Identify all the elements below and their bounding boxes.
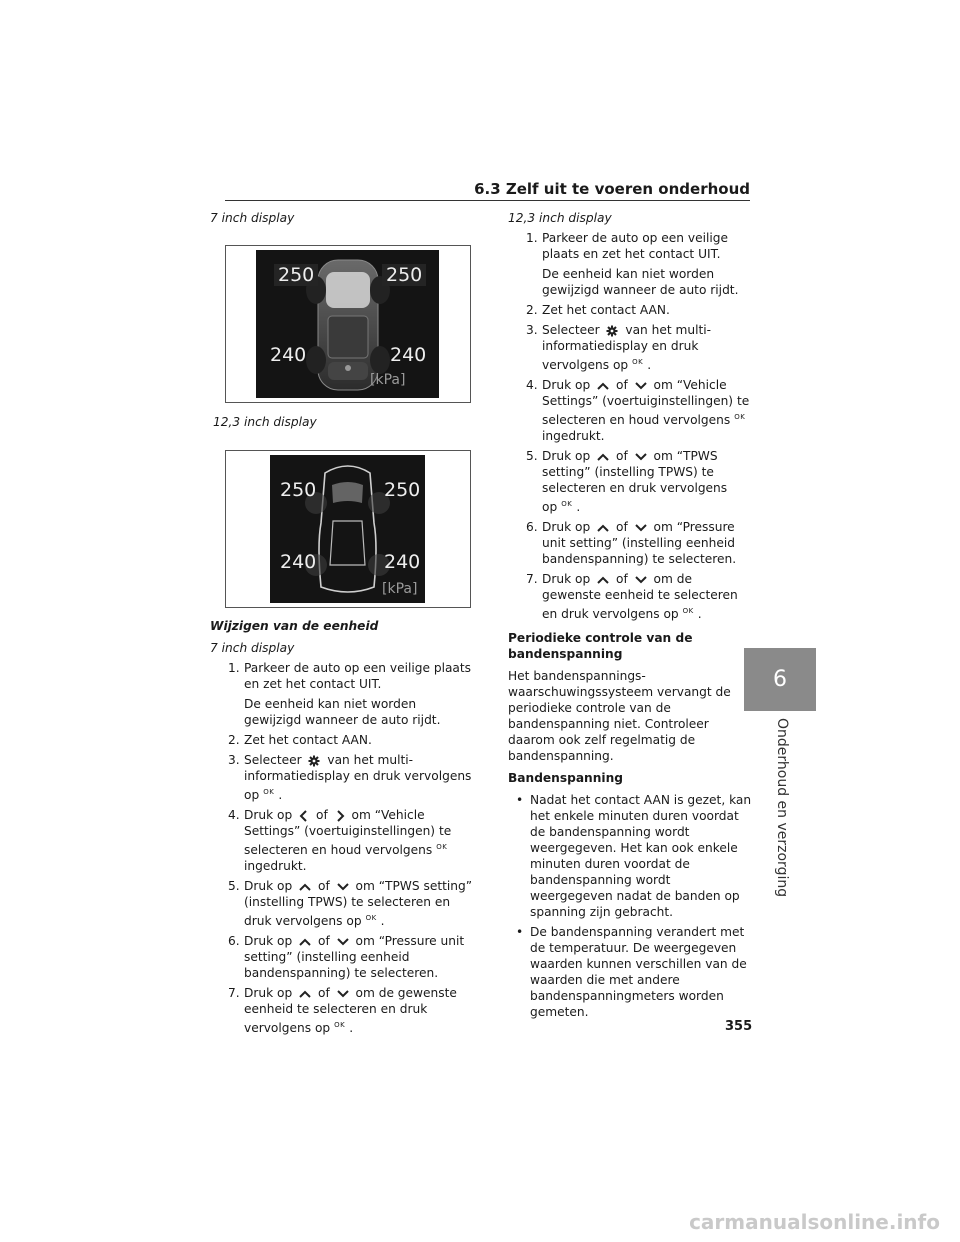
step-2 [508, 302, 752, 318]
step-text: of [316, 808, 328, 823]
header-rule [225, 200, 750, 201]
chevron-down-icon [635, 523, 647, 533]
step-text: Druk op [542, 449, 591, 464]
step-3 [508, 322, 752, 373]
step-text: Druk op [542, 520, 591, 535]
periodic-check-text: Het bandenspannings-waarschuwingssysteem vervangt de periodieke controle van de bandenspanning niet. Controleer daarom ook zelf regelmatig de bandenspanning. [508, 669, 731, 764]
gear-icon [308, 755, 320, 767]
step-text: Parkeer de auto op een veilige plaats en zet het contact UIT. [244, 661, 472, 691]
step-text: Druk op [244, 934, 293, 949]
ok-icon: OK [334, 1021, 346, 1030]
section-header: 6.3 Zelf uit te voeren onderhoud [474, 180, 750, 198]
step-text: om de gewenste eenheid te selecteren en druk vervolgens op [542, 572, 738, 622]
step-4 [210, 807, 475, 874]
chevron-up-icon [597, 523, 609, 533]
ok-icon: OK [263, 788, 275, 796]
step-2 [210, 732, 475, 748]
step-text: . [278, 788, 283, 803]
subsection-12inch: 12,3 inch display [508, 211, 612, 225]
step-5 [210, 878, 475, 929]
ok-icon: OK [632, 358, 644, 366]
step-text: of [616, 378, 628, 393]
step-number: 5. [526, 449, 538, 464]
step-text: om “TPWS setting” (instelling TPWS) te selecteren en druk vervolgens op [542, 449, 728, 515]
gear-icon [606, 325, 618, 337]
step-4 [508, 377, 752, 444]
bullet-mark: • [516, 793, 524, 808]
step-text: Parkeer de auto op een veilige plaats en zet het contact UIT. [542, 231, 728, 261]
chevron-up-icon [597, 575, 609, 585]
figure-12inch [225, 450, 471, 608]
step-text: Selecteer [244, 753, 302, 767]
step-number: 1. [526, 231, 538, 245]
chevron-up-icon [299, 882, 311, 892]
step-text: van het multi-informatiedisplay en druk vervolgens op [542, 323, 712, 373]
ok-icon: OK [561, 500, 573, 509]
step-text: Druk op [542, 572, 591, 587]
tire-pressure-fr: 250 [384, 479, 421, 501]
tpms-screen-7inch [256, 250, 439, 398]
step-text: of [616, 520, 628, 535]
bullet-text: Nadat het contact AAN is gezet, kan het enkele minuten duren voordat de bandenspanning wordt weergegeven. Het kan ook enkele minuten duren voordat de bandenspanning wordt weergegeven nadat de banden op spanning zijn gebracht. [530, 793, 752, 920]
step-number: 3. [526, 323, 538, 337]
fig1-caption: 7 inch display [210, 211, 295, 225]
bullet-mark: • [516, 925, 524, 940]
step-note: De eenheid kan niet worden gewijzigd wanneer de auto rijdt. [244, 697, 441, 727]
step-text: om “Vehicle Settings” (voertuiginstellingen) te selecteren en houd vervolgens [542, 378, 750, 428]
bullet-item-2 [508, 924, 752, 1020]
step-text: Druk op [244, 986, 293, 1001]
chapter-tab[interactable]: 6 [744, 648, 816, 711]
subsection-7inch: 7 inch display [210, 641, 295, 655]
chevron-down-icon [635, 575, 647, 585]
step-text: om “Pressure unit setting” (instelling eenheid bandenspanning) te selecteren. [244, 934, 465, 981]
step-number: 2. [228, 733, 240, 747]
step-text: Selecteer [542, 323, 600, 337]
step-text: of [616, 572, 628, 587]
ok-icon: OK [436, 843, 448, 852]
fig2-caption: 12,3 inch display [213, 415, 317, 429]
step-number: 1. [228, 661, 240, 675]
periodic-check-title: Periodieke controle van de bandenspanning [508, 631, 693, 662]
chevron-down-icon [635, 381, 647, 391]
step-text: . [380, 914, 385, 929]
step-text: . [576, 500, 581, 515]
watermark: carmanualsonline.info [689, 1210, 940, 1234]
step-6 [210, 933, 475, 981]
tire-pressure-rr: 240 [384, 551, 421, 573]
step-5 [508, 448, 752, 515]
step-text: . [647, 358, 652, 373]
chevron-up-icon [299, 989, 311, 999]
chevron-up-icon [299, 937, 311, 947]
ok-icon: OK [365, 914, 377, 923]
page-number: 355 [725, 1019, 753, 1034]
pressure-unit: [kPa] [382, 581, 418, 597]
chapter-side-text: Onderhoud en verzorging [774, 718, 790, 898]
right-column [508, 210, 752, 1024]
section-title: Wijzigen van de eenheid [210, 619, 379, 633]
tire-pressure-fr: 250 [382, 264, 426, 286]
step-1 [210, 660, 475, 728]
tire-pressure-rl: 240 [280, 551, 317, 573]
step-number: 3. [228, 753, 240, 767]
step-text: . [349, 1021, 354, 1036]
chevron-down-icon [337, 882, 349, 892]
left-steps [210, 618, 475, 1040]
step-number: 6. [526, 520, 538, 535]
chapter-side-label [752, 718, 812, 918]
step-text: ingedrukt. [542, 429, 605, 444]
step-3 [210, 752, 475, 803]
step-number: 2. [526, 303, 538, 317]
tire-pressure-fl: 250 [274, 264, 318, 286]
step-text: Zet het contact AAN. [542, 303, 670, 317]
step-text: Druk op [244, 808, 293, 823]
step-number: 4. [228, 808, 240, 823]
step-1 [508, 230, 752, 298]
chevron-down-icon [337, 937, 349, 947]
tire-pressure-fl: 250 [280, 479, 317, 501]
chevron-down-icon [635, 452, 647, 462]
step-text: . [697, 607, 702, 622]
tpms-screen-12inch [270, 455, 425, 603]
pressure-unit: [kPa] [370, 372, 406, 388]
left-column [210, 210, 472, 230]
step-number: 7. [526, 572, 538, 587]
tire-pressure-title: Bandenspanning [508, 771, 623, 786]
step-text: om de gewenste eenheid te selecteren en druk vervolgens op [244, 986, 457, 1036]
step-7 [508, 571, 752, 622]
step-number: 7. [228, 986, 240, 1001]
step-text: of [318, 934, 330, 949]
chevron-up-icon [597, 381, 609, 391]
step-7 [210, 985, 475, 1036]
step-text: of [318, 986, 330, 1001]
chevron-right-icon [335, 810, 345, 822]
chevron-down-icon [337, 989, 349, 999]
step-text: of [318, 879, 330, 894]
step-number: 4. [526, 378, 538, 393]
step-text: om “Vehicle Settings” (voertuiginstellingen) te selecteren en houd vervolgens [244, 808, 452, 858]
step-text: om “Pressure unit setting” (instelling eenheid bandenspanning) te selecteren. [542, 520, 737, 567]
figure-7inch [225, 245, 471, 403]
step-6 [508, 519, 752, 567]
step-text: Druk op [244, 879, 293, 894]
bullet-text: De bandenspanning verandert met de temperatuur. De weergegeven waarden kunnen verschillen van de waarden die met andere bandenspanningmeters worden gemeten. [530, 925, 747, 1020]
step-text: Druk op [542, 378, 591, 393]
step-text: of [616, 449, 628, 464]
tire-pressure-rl: 240 [270, 344, 307, 366]
ok-icon: OK [682, 607, 694, 616]
chevron-up-icon [597, 452, 609, 462]
tire-pressure-rr: 240 [390, 344, 427, 366]
chevron-left-icon [299, 810, 309, 822]
ok-icon: OK [734, 413, 746, 422]
step-number: 5. [228, 879, 240, 894]
step-text: van het multi-informatiedisplay en druk vervolgens op [244, 753, 472, 803]
step-text: ingedrukt. [244, 859, 307, 874]
bullet-item-1 [508, 792, 752, 920]
step-text: Zet het contact AAN. [244, 733, 372, 747]
step-text: om “TPWS setting” (instelling TPWS) te selecteren en druk vervolgens op [244, 879, 473, 929]
step-note: De eenheid kan niet worden gewijzigd wanneer de auto rijdt. [542, 267, 739, 297]
step-number: 6. [228, 934, 240, 949]
